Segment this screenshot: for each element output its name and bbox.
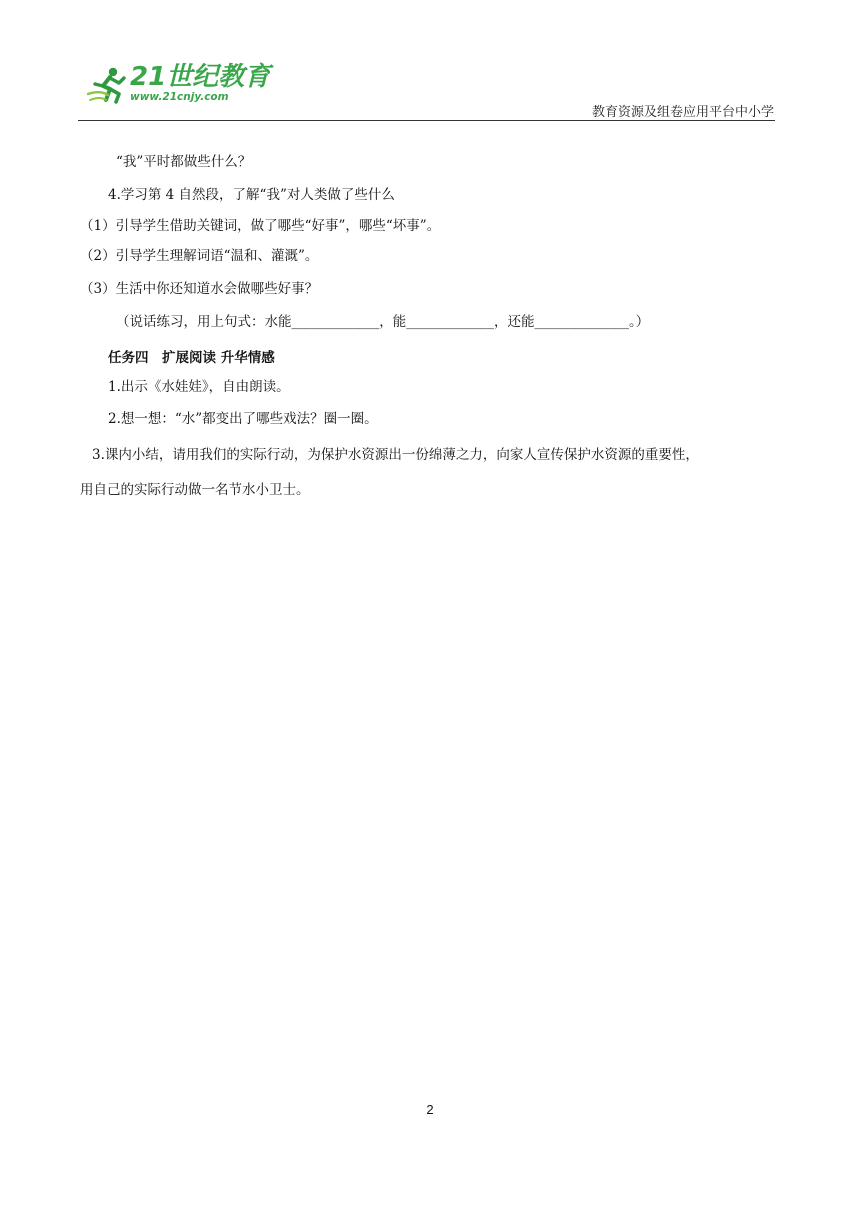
logo-title: 21世纪教育 [130, 62, 271, 92]
task4-item-3-line-1: 3.课内小结，请用我们的实际行动，为保护水资源出一份绵薄之力，向家人宣传保护水资源的重要性， [92, 447, 699, 463]
sub-item-3: （3）生活中你还知道水会做哪些好事？ [80, 281, 319, 297]
paragraph-what-i-do: “我”平时都做些什么？ [116, 154, 252, 170]
logo-url: www.21cnjy.com [130, 91, 229, 103]
speaking-practice: （说话练习，用上句式：水能_____________，能_____________，还能______________。） [116, 314, 650, 330]
task4-heading: 任务四 扩展阅读 升华情感 [108, 350, 275, 366]
header-tagline: 教育资源及组卷应用平台中小学 [591, 105, 774, 120]
sub-item-1: （1）引导学生借助关键词，做了哪些“好事”，哪些“坏事”。 [80, 218, 441, 234]
task4-item-1: 1.出示《水娃娃》，自由朗读。 [108, 379, 290, 395]
sub-item-2: （2）引导学生理解词语“温和、灌溉”。 [80, 248, 319, 264]
header-divider [78, 120, 775, 121]
task4-item-2: 2.想一想：“水”都变出了哪些戏法？圈一圈。 [108, 411, 378, 427]
paragraph-step-4: 4.学习第 4 自然段，了解“我”对人类做了些什么 [108, 187, 395, 203]
runner-logo-icon [86, 64, 130, 108]
page-header [0, 0, 860, 125]
page-number: 2 [426, 1102, 434, 1117]
logo [86, 62, 271, 108]
task4-item-3-line-2: 用自己的实际行动做一名节水小卫士。 [80, 482, 310, 498]
